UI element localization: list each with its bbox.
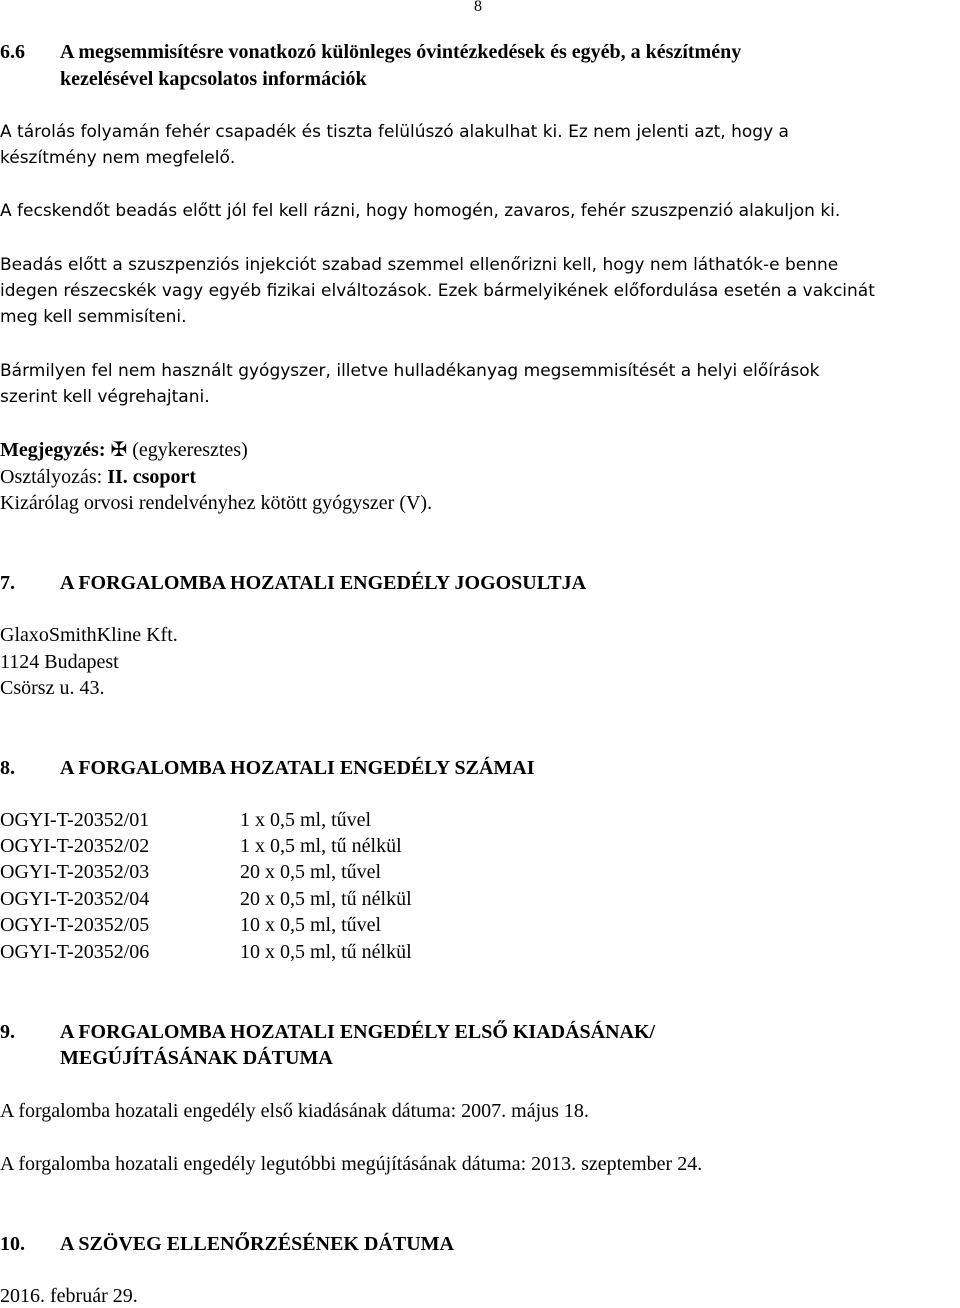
cross-symbol-icon: ✠ [110,439,128,461]
authorisation-code: OGYI-T-20352/03 [0,861,150,883]
section-8-heading [0,756,535,780]
authorisation-code: OGYI-T-20352/02 [0,835,150,857]
section-10-heading [0,1232,454,1256]
pack-description: 20 x 0,5 ml, tű nélkül [240,888,412,910]
last-renewal-date: A forgalomba hozatali engedély legutóbbi megújításának dátuma: 2013. szeptember 24. [0,1153,703,1175]
page-number: 8 [474,0,482,15]
note-line [0,438,248,462]
paragraph: Beadás előtt a szuszpenziós injekciót szabad szemmel ellenőrizni kell, hogy nem láthatók-e benne [0,255,839,275]
first-issue-date: A forgalomba hozatali engedély első kiadásának dátuma: 2007. május 18. [0,1100,589,1122]
holder-name: GlaxoSmithKline Kft. [0,624,178,646]
section-title: A FORGALOMBA HOZATALI ENGEDÉLY SZÁMAI [60,757,535,779]
paragraph: szerint kell végrehajtani. [0,387,210,407]
pack-description: 10 x 0,5 ml, tű nélkül [240,941,412,963]
classification-line [0,465,196,489]
paragraph: készítmény nem megfelelő. [0,148,236,168]
holder-city: 1124 Budapest [0,651,119,673]
section-number: 8. [0,757,15,779]
section-title: A FORGALOMBA HOZATALI ENGEDÉLY ELSŐ KIADÁSÁNAK/ [60,1021,656,1043]
paragraph: idegen részecskék vagy egyéb fizikai elváltozások. Ezek bármelyikének előfordulása esetén a vakcinát [0,281,875,301]
section-number: 6.6 [0,41,25,63]
paragraph: A fecskendőt beadás előtt jól fel kell rázni, hogy homogén, zavaros, fehér szuszpenzió alakuljon ki. [0,201,841,221]
paragraph: A tárolás folyamán fehér csapadék és tiszta felülúszó alakulhat ki. Ez nem jelenti azt, hogy a [0,122,789,142]
authorisation-code: OGYI-T-20352/06 [0,941,150,963]
section-number: 7. [0,572,15,594]
section-9-heading [0,1020,655,1044]
section-title: A SZÖVEG ELLENŐRZÉSÉNEK DÁTUMA [60,1233,454,1255]
revision-date: 2016. február 29. [0,1285,138,1307]
paragraph: Bármilyen fel nem használt gyógyszer, illetve hulladékanyag megsemmisítését a helyi előírások [0,361,820,381]
section-title: A megsemmisítésre vonatkozó különleges óvintézkedések és egyéb, a készítmény [60,41,742,63]
section-7-heading [0,571,586,595]
section-6-6-heading [0,40,741,64]
classification-label: Osztályozás: [0,466,108,488]
section-number: 10. [0,1233,25,1255]
pack-description: 1 x 0,5 ml, tű nélkül [240,835,402,857]
classification-value: II. csoport [107,466,197,488]
pack-description: 20 x 0,5 ml, tűvel [240,861,382,883]
section-number: 9. [0,1021,15,1043]
pack-description: 10 x 0,5 ml, tűvel [240,914,382,936]
paragraph: meg kell semmisíteni. [0,307,187,327]
authorisation-code: OGYI-T-20352/05 [0,914,150,936]
authorisation-code: OGYI-T-20352/01 [0,809,150,831]
pack-description: 1 x 0,5 ml, tűvel [240,809,372,831]
note-text: (egykeresztes) [127,439,248,461]
note-label: Megjegyzés: [0,439,106,461]
prescription-status: Kizárólag orvosi rendelvényhez kötött gyógyszer (V). [0,492,433,514]
section-6-6-heading-cont: kezelésével kapcsolatos információk [60,68,367,90]
authorisation-code: OGYI-T-20352/04 [0,888,150,910]
holder-street: Csörsz u. 43. [0,677,105,699]
section-title: A FORGALOMBA HOZATALI ENGEDÉLY JOGOSULTJA [60,572,587,594]
section-9-heading-cont: MEGÚJÍTÁSÁNAK DÁTUMA [60,1047,333,1069]
